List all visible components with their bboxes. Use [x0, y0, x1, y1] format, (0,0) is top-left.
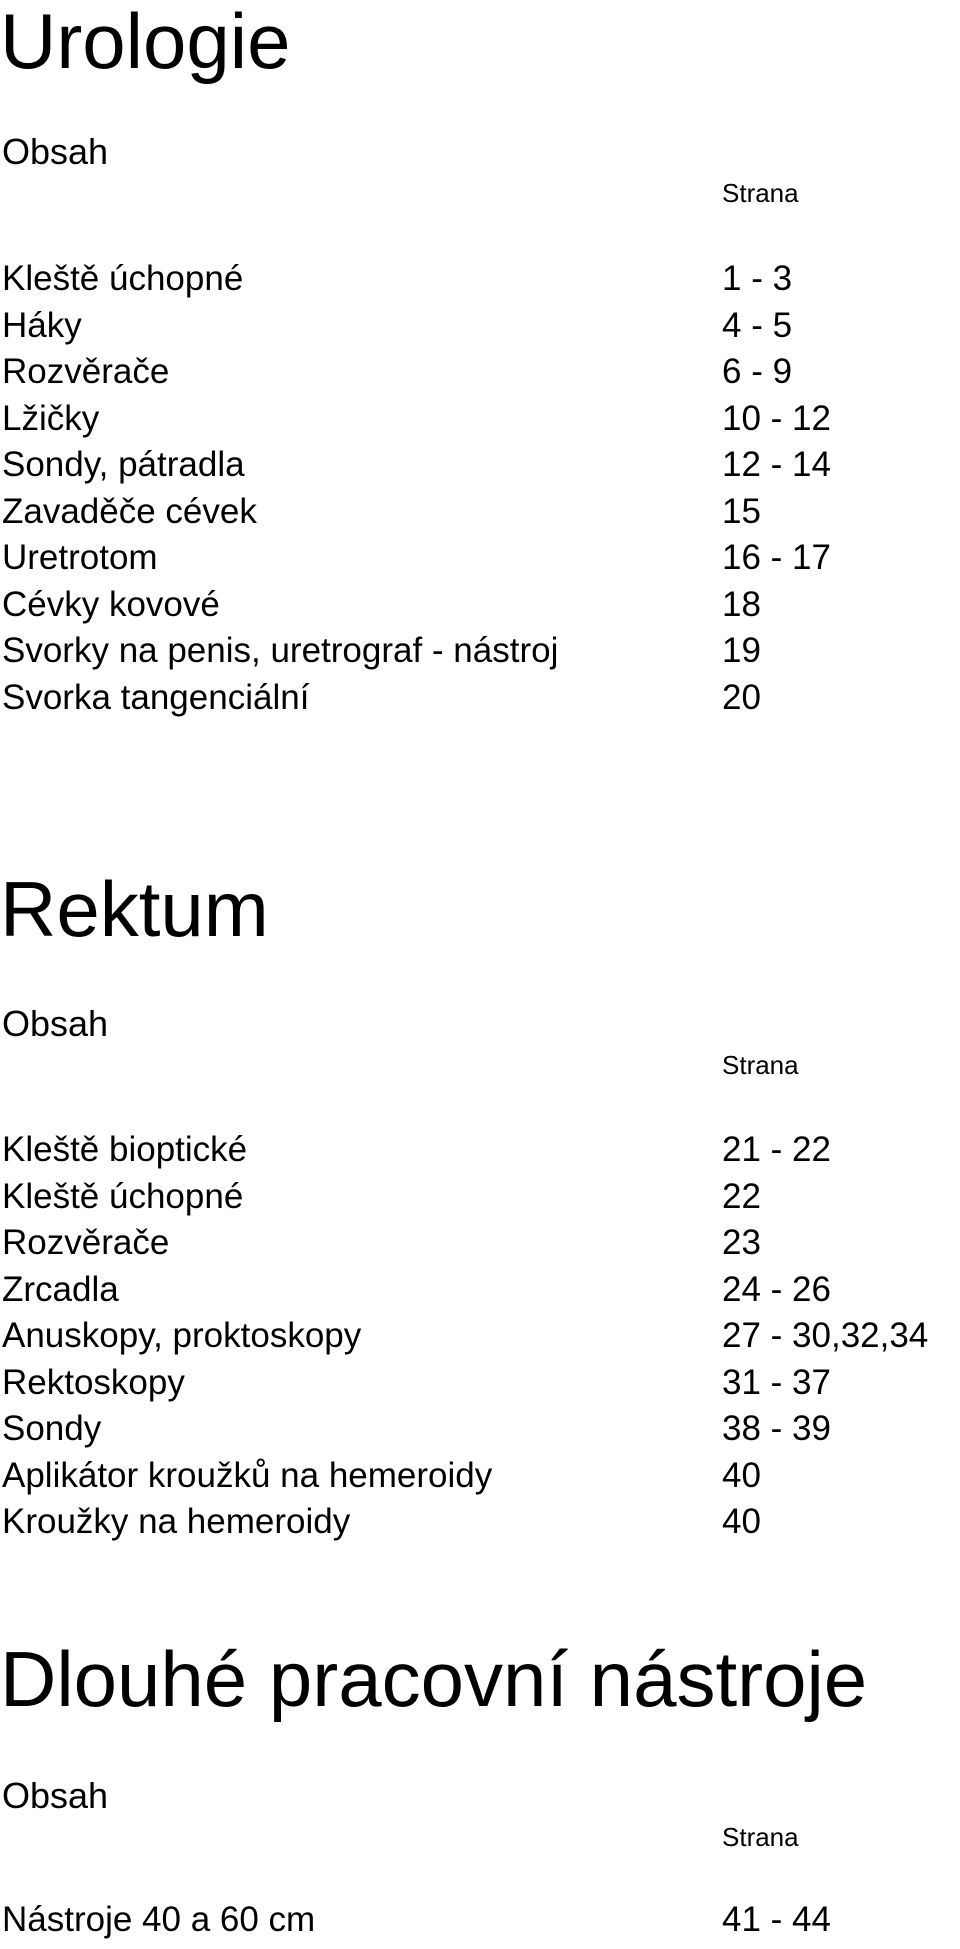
toc-row: [0, 305, 960, 355]
section-title: Urologie: [0, 0, 291, 85]
toc-item-pages: 21 - 22: [722, 1130, 831, 1169]
toc-list: [0, 1902, 960, 1949]
toc-item-name: Sondy: [2, 1409, 102, 1448]
toc-item-name: Svorky na penis, uretrograf - nástroj: [2, 631, 559, 670]
toc-row: [0, 1902, 960, 1949]
toc-row: [0, 354, 960, 401]
toc-item-name: Zrcadla: [2, 1269, 119, 1309]
toc-item-name: Svorka tangenciální: [2, 677, 310, 717]
section-title: Rektum: [0, 865, 269, 953]
toc-list: [0, 1132, 960, 1551]
toc-row: [0, 261, 960, 308]
toc-item-name: Kleště úchopné: [2, 259, 244, 298]
toc-item-name: Rektoskopy: [2, 1362, 185, 1402]
toc-item-pages: 6 - 9: [722, 352, 793, 391]
contents-label: Obsah: [2, 1003, 109, 1044]
page-column-label: Strana: [722, 1050, 799, 1080]
toc-item-name: Kleště úchopné: [2, 1176, 244, 1216]
toc-row: [0, 584, 960, 634]
toc-item-pages: 27 - 30,32,34: [722, 1316, 929, 1355]
toc-item-pages: 24 - 26: [722, 1269, 831, 1309]
toc-item-pages: 23: [722, 1223, 761, 1262]
toc-item-name: Kleště bioptické: [2, 1130, 248, 1169]
toc-item-name: Kroužky na hemeroidy: [2, 1502, 351, 1541]
toc-row: [0, 1269, 960, 1319]
toc-row: [0, 1411, 960, 1458]
toc-list: [0, 261, 960, 726]
toc-row: [0, 1455, 960, 1505]
toc-item-name: Cévky kovové: [2, 584, 220, 624]
toc-item-name: Zavaděče cévek: [2, 491, 257, 531]
contents-label: Obsah: [2, 1775, 109, 1816]
toc-item-pages: 41 - 44: [722, 1900, 831, 1939]
toc-row: [0, 1318, 960, 1365]
toc-item-pages: 40: [722, 1502, 761, 1541]
toc-item-name: Lžičky: [2, 398, 100, 438]
toc-item-name: Aplikátor kroužků na hemeroidy: [2, 1455, 493, 1495]
toc-item-name: Rozvěrače: [2, 1223, 170, 1262]
toc-item-pages: 38 - 39: [722, 1409, 831, 1448]
toc-item-pages: 31 - 37: [722, 1362, 831, 1402]
toc-item-pages: 15: [722, 491, 761, 531]
toc-item-pages: 10 - 12: [722, 398, 831, 438]
toc-row: [0, 1362, 960, 1412]
toc-item-name: Sondy, pátradla: [2, 445, 245, 484]
toc-row: [0, 447, 960, 494]
toc-item-pages: 22: [722, 1176, 761, 1216]
toc-item-name: Háky: [2, 305, 82, 345]
toc-item-name: Anuskopy, proktoskopy: [2, 1316, 362, 1355]
section-title: Dlouhé pracovní nástroje: [0, 1635, 868, 1723]
toc-item-pages: 19: [722, 631, 761, 670]
toc-item-name: Uretrotom: [2, 538, 158, 577]
toc-row: [0, 677, 960, 727]
toc-row: [0, 491, 960, 541]
toc-item-pages: 20: [722, 677, 761, 717]
toc-item-pages: 40: [722, 1455, 761, 1495]
toc-row: [0, 1504, 960, 1551]
toc-item-pages: 4 - 5: [722, 305, 793, 345]
toc-item-name: Rozvěrače: [2, 352, 170, 391]
page-column-label: Strana: [722, 1822, 799, 1852]
toc-row: [0, 1132, 960, 1179]
toc-item-pages: 16 - 17: [722, 538, 831, 577]
toc-item-pages: 18: [722, 584, 761, 624]
toc-item-pages: 12 - 14: [722, 445, 831, 484]
contents-label: Obsah: [2, 131, 109, 172]
toc-row: [0, 1176, 960, 1226]
toc-item-name: Nástroje 40 a 60 cm: [2, 1900, 316, 1939]
toc-row: [0, 633, 960, 680]
toc-row: [0, 398, 960, 448]
page-column-label: Strana: [722, 178, 799, 208]
toc-row: [0, 540, 960, 587]
toc-item-pages: 1 - 3: [722, 259, 793, 298]
toc-row: [0, 1225, 960, 1272]
